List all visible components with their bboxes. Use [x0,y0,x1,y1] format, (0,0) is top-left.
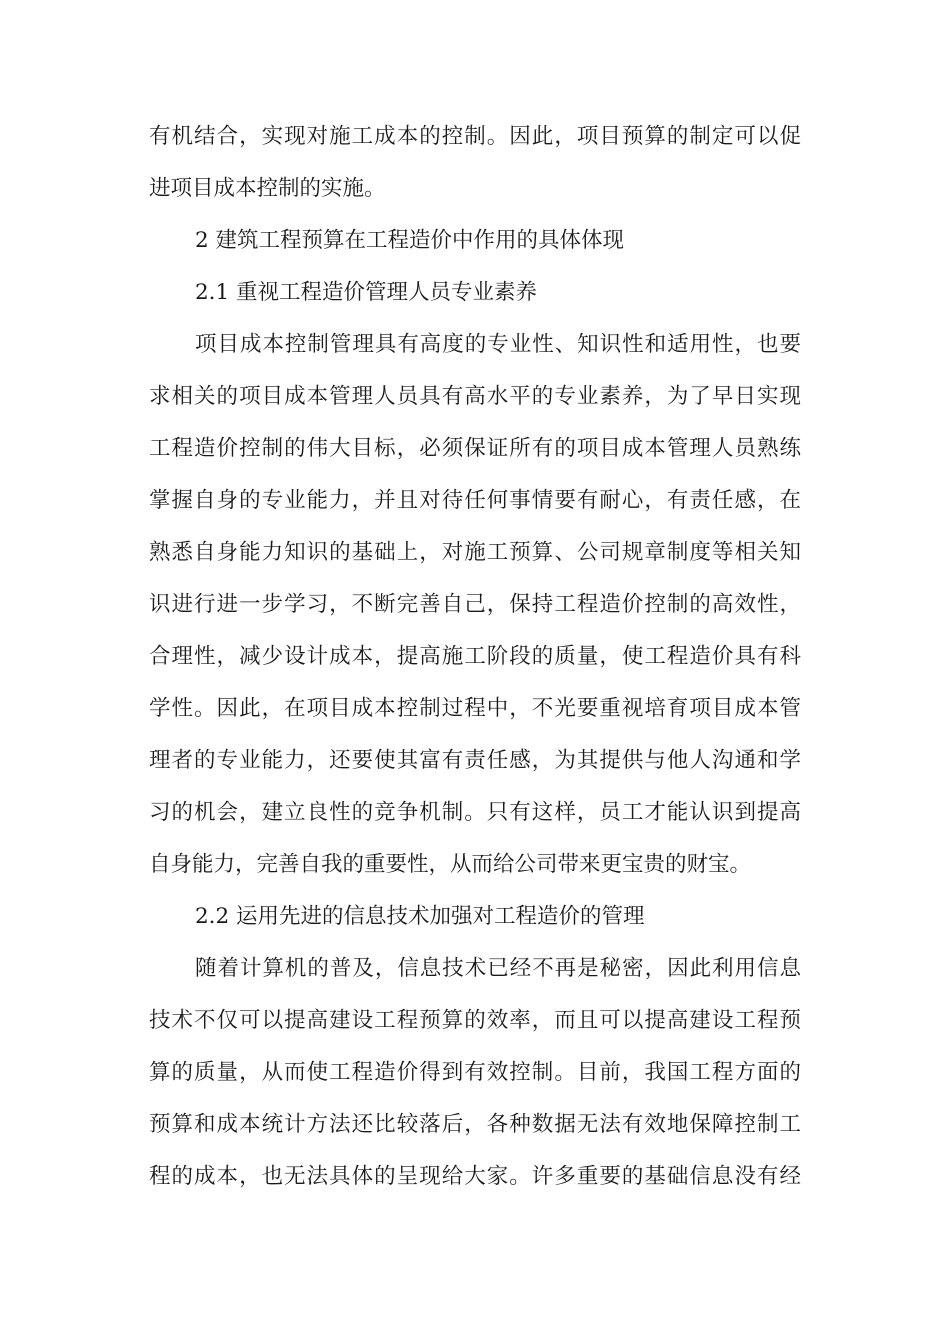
body-text-line: 项目成本控制管理具有高度的专业性、知识性和适用性，也要 [195,332,801,357]
section-heading: 2 建筑工程预算在工程造价中作用的具体体现 [195,228,625,253]
body-text-line: 自身能力，完善自我的重要性，从而给公司带来更宝贵的财宝。 [149,852,752,877]
subsection-heading: 2.2 运用先进的信息技术加强对工程造价的管理 [195,904,645,929]
body-text-line: 求相关的项目成本管理人员具有高水平的专业素养，为了早日实现 [149,384,801,409]
body-text-line: 技术不仅可以提高建设工程预算的效率，而且可以提高建设工程预 [149,1008,801,1033]
subsection-heading: 2.1 重视工程造价管理人员专业素养 [195,280,538,305]
body-text-line: 掌握自身的专业能力，并且对待任何事情要有耐心，有责任感，在 [149,488,801,513]
body-text-line: 熟悉自身能力知识的基础上，对施工预算、公司规章制度等相关知 [149,540,801,565]
body-text-line: 合理性，减少设计成本，提高施工阶段的质量，使工程造价具有科 [149,644,801,669]
body-text-line: 学性。因此，在项目成本控制过程中，不光要重视培育项目成本管 [149,696,801,721]
body-text-line: 习的机会，建立良性的竞争机制。只有这样，员工才能认识到提高 [149,800,801,825]
body-text-line: 理者的专业能力，还要使其富有责任感，为其提供与他人沟通和学 [149,748,801,773]
body-text-line: 进项目成本控制的实施。 [149,176,386,201]
body-text-line: 算的质量，从而使工程造价得到有效控制。目前，我国工程方面的 [149,1060,801,1085]
body-text-line: 程的成本，也无法具体的呈现给大家。许多重要的基础信息没有经 [149,1164,801,1189]
body-text-line: 有机结合，实现对施工成本的控制。因此，项目预算的制定可以促 [149,124,801,149]
body-text-line: 工程造价控制的伟大目标，必须保证所有的项目成本管理人员熟练 [149,436,801,461]
body-text-line: 识进行进一步学习，不断完善自己，保持工程造价控制的高效性， [149,592,801,617]
body-text-line: 随着计算机的普及，信息技术已经不再是秘密，因此利用信息 [195,956,801,981]
body-text-line: 预算和成本统计方法还比较落后，各种数据无法有效地保障控制工 [149,1112,801,1137]
